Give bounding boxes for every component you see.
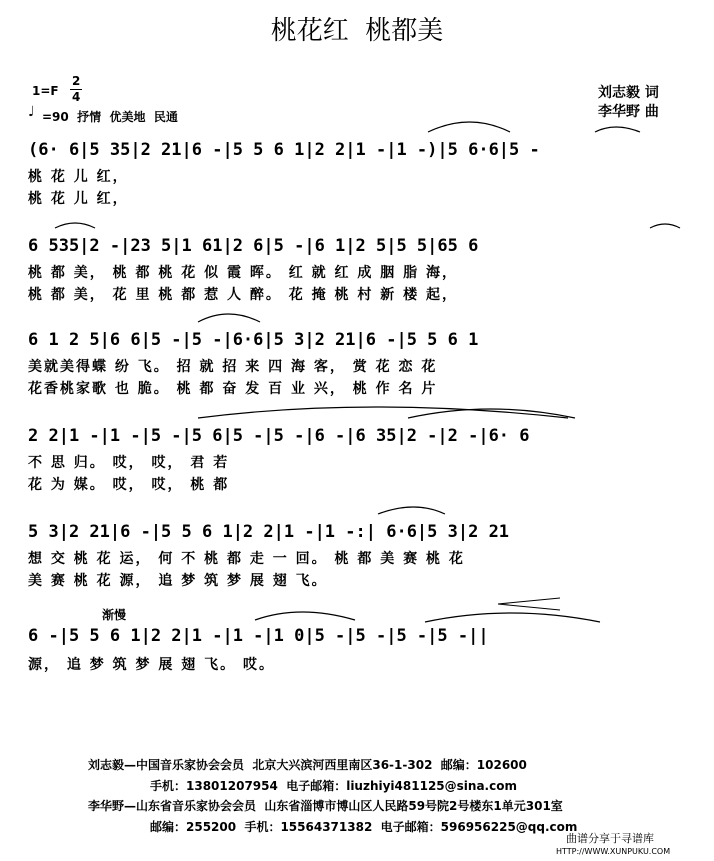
quarter-note-icon: ♩	[28, 104, 35, 120]
footer-line-3: 李华野—山东省音乐家协会会员 山东省淄博市博山区人民路59号院2号楼东1单元301室	[88, 799, 563, 813]
lyricist-credit: 刘志毅 词	[598, 85, 659, 101]
slur-10	[425, 613, 600, 622]
page-title: 桃花红 桃都美	[270, 16, 444, 46]
slur-1	[428, 122, 510, 132]
notation-line-2: 6 535|2 -|23 5|1 61|2 6|5 -|6 1|2 5|5 5|65 6	[28, 236, 479, 256]
slur-9	[255, 612, 355, 620]
footer-line-1: 刘志毅—中国音乐家协会会员 北京大兴滨河西里南区36-1-302 邮编：102600	[88, 758, 527, 772]
footer-line-4: 邮编：255200 手机：15564371382 电子邮箱：596956225@qq.com	[150, 820, 578, 834]
decrescendo-mark	[498, 598, 560, 610]
lyric-line-1-verse-1: 桃 花 儿 红，	[28, 169, 129, 185]
notation-line-1: (6· 6|5 35|2 21|6 -|5 5 6 1|2 2|1 -|1 -)|5 6·6|5 -	[28, 140, 540, 160]
lyric-line-5-verse-2: 美 赛 桃 花 源， 追 梦 筑 梦 展 翅 飞。	[28, 573, 328, 589]
lyric-line-3-verse-2: 花香桃家歌 也 脆。 桃 都 奋 发 百 业 兴， 桃 作 名 片	[28, 381, 438, 397]
slur-6	[198, 407, 568, 418]
lyric-line-6-verse-1: 源， 追 梦 筑 梦 展 翅 飞。 哎。	[28, 657, 275, 673]
ritardando-marking: 渐慢	[102, 608, 127, 622]
watermark-url: HTTP://WWW.XUNPUKU.COM	[556, 847, 671, 856]
key-signature: 1=F	[32, 84, 59, 98]
slur-5	[198, 314, 260, 322]
lyric-line-4-verse-2: 花 为 媒。 哎， 哎， 桃 都	[28, 477, 230, 493]
lyric-line-1-verse-2: 桃 花 儿 红，	[28, 191, 129, 207]
notation-line-5: 5 3|2 21|6 -|5 5 6 1|2 2|1 -|1 -:| 6·6|5 3|2 21	[28, 522, 510, 542]
composer-credit: 李华野 曲	[598, 104, 659, 120]
slur-8	[378, 507, 445, 514]
notation-line-3: 6 1 2 5|6 6|5 -|5 -|6·6|5 3|2 21|6 -|5 5 6 1	[28, 330, 479, 350]
tempo-marking: =90 抒情 优美地 民通	[42, 110, 178, 124]
watermark-text: 曲谱分享于寻谱库	[566, 832, 654, 845]
slur-4	[650, 224, 680, 228]
time-signature-top: 2	[72, 74, 81, 88]
lyric-line-2-verse-2: 桃 都 美， 花 里 桃 都 惹 人 醉。 花 掩 桃 村 新 楼 起，	[28, 287, 458, 303]
slur-3	[55, 223, 95, 228]
notation-line-4: 2 2|1 -|1 -|5 -|5 6|5 -|5 -|6 -|6 35|2 -|2 -|6· 6	[28, 426, 530, 446]
lyric-line-3-verse-1: 美就美得蝶 纷 飞。 招 就 招 来 四 海 客， 赏 花 恋 花	[28, 359, 438, 375]
lyric-line-2-verse-1: 桃 都 美， 桃 都 桃 花 似 霞 晖。 红 就 红 成 胭 脂 海，	[28, 265, 458, 281]
lyric-line-4-verse-1: 不 思 归。 哎， 哎， 君 若	[28, 455, 230, 471]
footer-line-2: 手机：13801207954 电子邮箱：liuzhiyi481125@sina.com	[150, 779, 517, 793]
time-signature-bottom: 4	[72, 90, 81, 104]
notation-line-6: 6 -|5 5 6 1|2 2|1 -|1 -|1 0|5 -|5 -|5 -|5 -||	[28, 626, 489, 646]
lyric-line-5-verse-1: 想 交 桃 花 运， 何 不 桃 都 走 一 回。 桃 都 美 赛 桃 花	[28, 551, 465, 567]
slur-2	[595, 127, 640, 132]
